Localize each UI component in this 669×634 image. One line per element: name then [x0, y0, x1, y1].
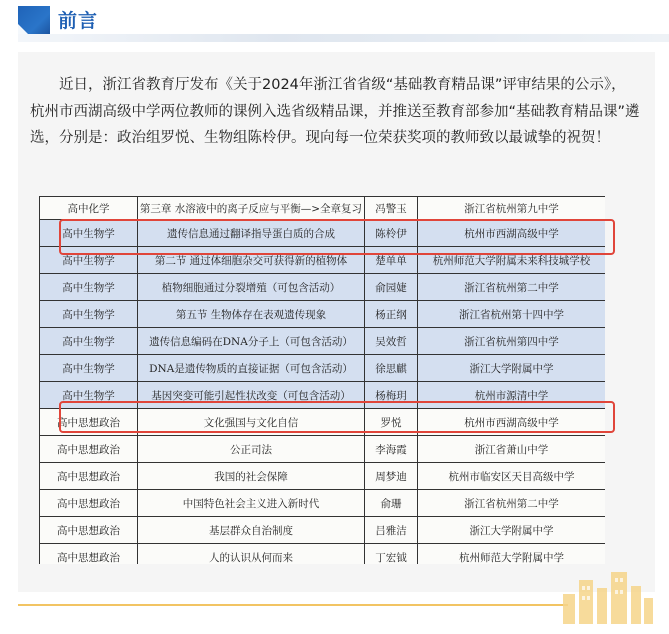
lesson-cell: 第二节 通过体细胞杂交可获得新的植物体	[138, 247, 365, 274]
teacher-cell: 周梦迪	[365, 463, 418, 490]
school-cell: 浙江省萧山中学	[418, 436, 606, 463]
lesson-cell: 第三章 水溶液中的离子反应与平衡—>全章复习	[138, 197, 365, 220]
school-cell: 浙江省杭州第九中学	[418, 197, 606, 220]
lesson-cell: 遗传信息通过翻译指导蛋白质的合成	[138, 220, 365, 247]
school-cell: 浙江大学附属中学	[418, 355, 606, 382]
table-row	[40, 463, 606, 490]
lesson-cell: 基层群众自治制度	[138, 517, 365, 544]
teacher-cell: 吕雅洁	[365, 517, 418, 544]
school-cell: 杭州市西湖高级中学	[418, 220, 606, 247]
award-table-image	[39, 196, 605, 564]
table-row	[40, 274, 606, 301]
subject-cell: 高中思想政治	[40, 490, 138, 517]
table-row	[40, 544, 606, 565]
subject-cell: 高中思想政治	[40, 409, 138, 436]
teacher-cell: 楚单单	[365, 247, 418, 274]
teacher-cell: 陈柃伊	[365, 220, 418, 247]
teacher-cell: 吴效哲	[365, 328, 418, 355]
school-cell: 杭州市临安区天目高级中学	[418, 463, 606, 490]
intro-paragraph: 近日，浙江省教育厅发布《关于2024年浙江省省级“基础教育精品课”评审结果的公示》，杭州市西湖高级中学两位教师的课例入选省级精品课，并推送至教育部参加“基础教育精品课”遴选，分别是：政治组罗悦、生物组陈柃伊。现向每一位荣获奖项的教师致以最诚挚的祝贺！	[30, 77, 640, 146]
lesson-cell: 人的认识从何而来	[138, 544, 365, 565]
building-decoration-icon	[559, 566, 655, 624]
table-row	[40, 490, 606, 517]
teacher-cell: 丁宏钺	[365, 544, 418, 565]
school-cell: 杭州师范大学附属未来科技城学校	[418, 247, 606, 274]
teacher-cell: 俞珊	[365, 490, 418, 517]
table-row	[40, 301, 606, 328]
table-row	[40, 436, 606, 463]
table-row	[40, 220, 606, 247]
subject-cell: 高中生物学	[40, 301, 138, 328]
lesson-cell: 文化强国与文化自信	[138, 409, 365, 436]
school-cell: 浙江省杭州第二中学	[418, 490, 606, 517]
school-cell: 浙江省杭州第十四中学	[418, 301, 606, 328]
subject-cell: 高中生物学	[40, 274, 138, 301]
teacher-cell: 杨正纲	[365, 301, 418, 328]
lesson-cell: 遗传信息编码在DNA分子上（可包含活动）	[138, 328, 365, 355]
subject-cell: 高中生物学	[40, 247, 138, 274]
lesson-cell: 基因突变可能引起性状改变（可包含活动）	[138, 382, 365, 409]
school-cell: 浙江大学附属中学	[418, 517, 606, 544]
school-cell: 浙江省杭州第四中学	[418, 328, 606, 355]
subject-cell: 高中思想政治	[40, 463, 138, 490]
school-cell: 杭州师范大学附属中学	[418, 544, 606, 565]
table-row	[40, 197, 606, 220]
lesson-cell: 中国特色社会主义进入新时代	[138, 490, 365, 517]
table-row	[40, 382, 606, 409]
subject-cell: 高中思想政治	[40, 544, 138, 565]
subject-cell: 高中生物学	[40, 355, 138, 382]
subject-cell: 高中生物学	[40, 382, 138, 409]
subject-cell: 高中生物学	[40, 220, 138, 247]
award-table	[39, 196, 605, 564]
table-row	[40, 409, 606, 436]
teacher-cell: 李海霞	[365, 436, 418, 463]
school-cell: 杭州市西湖高级中学	[418, 409, 606, 436]
teacher-cell: 杨梅玥	[365, 382, 418, 409]
teacher-cell: 冯警玉	[365, 197, 418, 220]
table-row	[40, 328, 606, 355]
section-title: 前言	[58, 10, 99, 32]
subject-cell: 高中思想政治	[40, 517, 138, 544]
table-row	[40, 247, 606, 274]
lesson-cell: 公正司法	[138, 436, 365, 463]
lesson-cell: 第五节 生物体存在表观遗传现象	[138, 301, 365, 328]
header-bar	[18, 34, 669, 42]
lesson-cell: 我国的社会保障	[138, 463, 365, 490]
table-row	[40, 355, 606, 382]
teacher-cell: 罗悦	[365, 409, 418, 436]
subject-cell: 高中生物学	[40, 328, 138, 355]
lesson-cell: 植物细胞通过分裂增殖（可包含活动）	[138, 274, 365, 301]
table-row	[40, 517, 606, 544]
subject-cell: 高中思想政治	[40, 436, 138, 463]
school-cell: 浙江省杭州第二中学	[418, 274, 606, 301]
lesson-cell: DNA是遗传物质的直接证据（可包含活动）	[138, 355, 365, 382]
subject-cell: 高中化学	[40, 197, 138, 220]
school-cell: 杭州市源清中学	[418, 382, 606, 409]
teacher-cell: 徐思麒	[365, 355, 418, 382]
footer-divider	[18, 604, 568, 606]
teacher-cell: 俞园婕	[365, 274, 418, 301]
